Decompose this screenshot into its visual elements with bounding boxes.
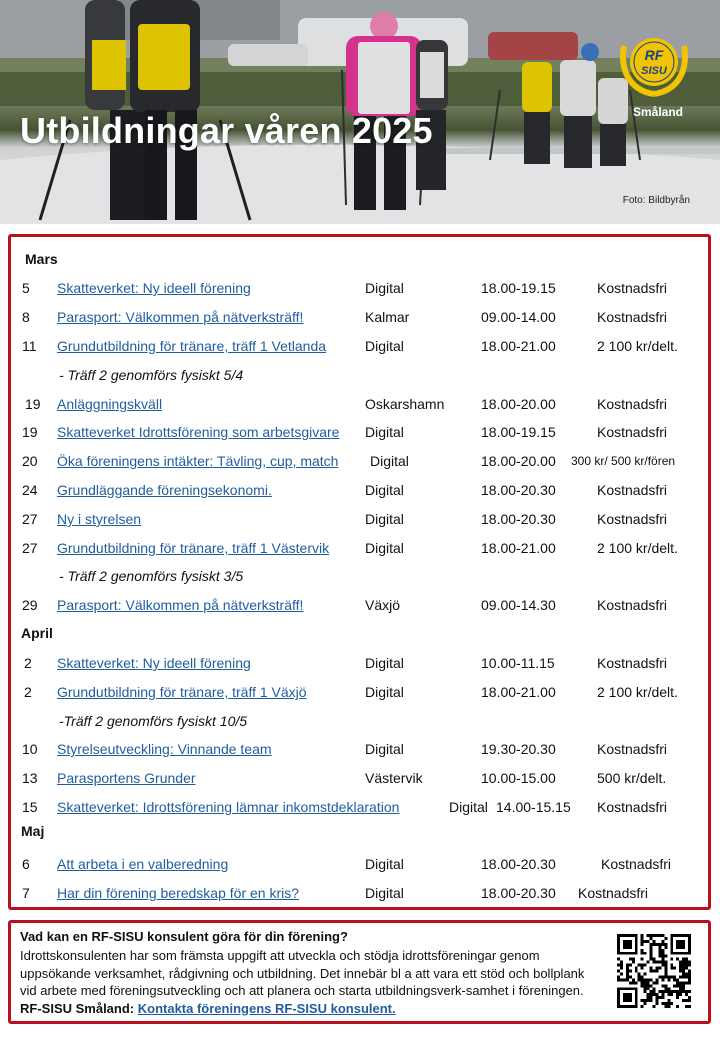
course-row: [11, 741, 708, 765]
course-row: [11, 280, 708, 304]
course-time: 09.00-14.30: [481, 597, 556, 613]
course-link[interactable]: Ny i styrelsen: [57, 511, 142, 527]
course-day: 13: [22, 770, 38, 786]
course-link[interactable]: Grundutbildning för tränare, träff 1 Vetlanda: [57, 338, 327, 354]
course-price: Kostnadsfri: [597, 424, 668, 440]
course-price: Kostnadsfri: [597, 511, 668, 527]
course-link[interactable]: Grundutbildning för tränare, träff 1 Västervik: [57, 540, 330, 556]
course-link[interactable]: Skatteverket Idrottsförening som arbetsgivare: [57, 424, 340, 440]
course-time: 18.00-20.00: [481, 453, 556, 469]
course-link[interactable]: Skatteverket: Ny ideell förening: [57, 280, 251, 296]
course-day: 27: [22, 540, 38, 556]
course-price: 2 100 kr/delt.: [597, 338, 678, 354]
course-time: 14.00-15.15: [496, 799, 571, 815]
course-price: Kostnadsfri: [597, 280, 668, 296]
course-row: [11, 309, 708, 333]
course-day: 6: [22, 856, 30, 872]
course-row: [11, 885, 708, 909]
course-row: [11, 684, 708, 708]
info-heading: Vad kan en RF-SISU konsulent göra för din förening?: [20, 929, 348, 944]
course-time: 19.30-20.30: [481, 741, 556, 757]
course-day: 2: [24, 684, 32, 700]
course-note: - Träff 2 genomförs fysiskt 5/4: [59, 367, 244, 383]
course-time: 18.00-20.30: [481, 885, 556, 901]
course-day: 11: [22, 338, 37, 354]
course-time: 10.00-11.15: [481, 655, 555, 671]
course-day: 7: [22, 885, 30, 901]
course-link[interactable]: Parasport: Välkommen på nätverksträff!: [57, 597, 304, 613]
course-location: Digital: [365, 540, 404, 556]
course-day: 8: [22, 309, 30, 325]
info-box: [8, 920, 711, 1024]
course-location: Digital: [365, 280, 404, 296]
course-location: Digital: [365, 424, 404, 440]
course-location: Digital: [365, 655, 404, 671]
info-contact-label: RF-SISU Småland:: [20, 1000, 135, 1016]
course-row: [11, 799, 708, 823]
course-price: 2 100 kr/delt.: [597, 684, 678, 700]
course-day: 19: [22, 424, 38, 440]
course-time: 18.00-20.30: [481, 856, 556, 872]
course-row: [11, 424, 708, 448]
course-day: 24: [22, 482, 38, 498]
svg-text:RF: RF: [644, 47, 664, 63]
course-row: [11, 482, 708, 506]
course-day: 20: [22, 453, 38, 469]
course-location: Digital: [365, 741, 404, 757]
course-time: 18.00-19.15: [481, 280, 556, 296]
course-price: 2 100 kr/delt.: [597, 540, 678, 556]
course-day: 19: [25, 396, 41, 412]
course-row: [11, 338, 708, 362]
course-row: [11, 540, 708, 564]
course-price: Kostnadsfri: [597, 309, 668, 325]
course-link[interactable]: Parasport: Välkommen på nätverksträff!: [57, 309, 304, 325]
course-location: Digital: [365, 338, 404, 354]
course-time: 09.00-14.00: [481, 309, 556, 325]
course-time: 18.00-21.00: [481, 684, 556, 700]
course-location: Växjö: [365, 597, 401, 613]
course-link[interactable]: Grundutbildning för tränare, träff 1 Växjö: [57, 684, 307, 700]
course-link[interactable]: Parasportens Grunder: [57, 770, 196, 786]
course-location: Digital: [365, 482, 404, 498]
month-heading: Maj: [21, 823, 45, 839]
month-heading: April: [21, 625, 53, 641]
course-time: 18.00-21.00: [481, 338, 556, 354]
course-link[interactable]: Har din förening beredskap för en kris?: [57, 885, 300, 901]
course-location: Västervik: [365, 770, 423, 786]
course-location: Digital: [449, 799, 488, 815]
hero-banner: [0, 0, 720, 224]
course-time: 18.00-21.00: [481, 540, 556, 556]
course-location: Digital: [365, 856, 404, 872]
course-row: [11, 655, 708, 679]
info-body: [20, 947, 600, 1017]
course-price: Kostnadsfri: [597, 655, 668, 671]
course-day: 2: [24, 655, 32, 671]
course-link[interactable]: Att arbeta i en valberedning: [57, 856, 229, 872]
course-price: 500 kr/delt.: [597, 770, 667, 786]
course-row: [11, 396, 708, 420]
course-day: 15: [22, 799, 38, 815]
contact-consultant-link[interactable]: Kontakta föreningens RF-SISU konsulent.: [137, 1000, 396, 1016]
course-location: Digital: [365, 684, 404, 700]
qr-code-icon[interactable]: [617, 934, 691, 1008]
course-row: [11, 770, 708, 794]
course-link[interactable]: Öka föreningens intäkter: Tävling, cup, match: [57, 453, 339, 469]
rf-sisu-logo: [618, 24, 690, 98]
course-price: Kostnadsfri: [597, 741, 668, 757]
course-note: -Träff 2 genomförs fysiskt 10/5: [59, 713, 248, 729]
course-price: Kostnadsfri: [597, 597, 668, 613]
course-link[interactable]: Grundläggande föreningsekonomi.: [57, 482, 272, 498]
course-row: [11, 856, 708, 880]
course-row: [11, 453, 708, 477]
course-price: Kostnadsfri: [597, 482, 668, 498]
course-time: 18.00-19.15: [481, 424, 556, 440]
course-day: 27: [22, 511, 38, 527]
svg-text:SISU: SISU: [641, 65, 667, 77]
course-location: Digital: [370, 453, 409, 469]
course-link[interactable]: Anläggningskväll: [57, 396, 163, 412]
course-location: Oskarshamn: [365, 396, 445, 412]
course-location: Digital: [365, 885, 404, 901]
course-price: Kostnadsfri: [578, 885, 649, 901]
course-day: 5: [22, 280, 30, 296]
course-link[interactable]: Skatteverket: Ny ideell förening: [57, 655, 251, 671]
course-schedule: [8, 234, 711, 910]
course-link[interactable]: Skatteverket: Idrottsförening lämnar inkomstdeklaration: [57, 799, 400, 815]
course-time: 18.00-20.30: [481, 482, 556, 498]
course-note: - Träff 2 genomförs fysiskt 3/5: [59, 568, 244, 584]
course-location: Digital: [365, 511, 404, 527]
course-time: 18.00-20.00: [481, 396, 556, 412]
course-location: Kalmar: [365, 309, 410, 325]
photo-credit: Foto: Bildbyrån: [622, 195, 690, 206]
course-time: 10.00-15.00: [481, 770, 556, 786]
course-day: 29: [22, 597, 38, 613]
logo-region-label: Småland: [632, 105, 683, 119]
course-price: Kostnadsfri: [597, 396, 668, 412]
course-price: 300 kr/ 500 kr/fören: [571, 454, 676, 468]
course-time: 18.00-20.30: [481, 511, 556, 527]
course-row: [11, 511, 708, 535]
course-price: Kostnadsfri: [601, 856, 672, 872]
page-title: Utbildningar våren 2025: [20, 110, 433, 151]
course-day: 10: [22, 741, 38, 757]
course-link[interactable]: Styrelseutveckling: Vinnande team: [57, 741, 272, 757]
info-body-text: Idrottskonsulenten har som främsta uppgift att utveckla och stödja idrottsföreningar genom uppsökande verksamhet, rådgivning och utbildning. Det innebär bl a att vara ett stöd och bollplank vid arbete med föreningsutveckling och att planera och starta utbildningsverk-samhet i föreningen.: [20, 948, 585, 998]
course-row: [11, 597, 708, 621]
month-heading: Mars: [25, 251, 58, 267]
course-price: Kostnadsfri: [597, 799, 668, 815]
